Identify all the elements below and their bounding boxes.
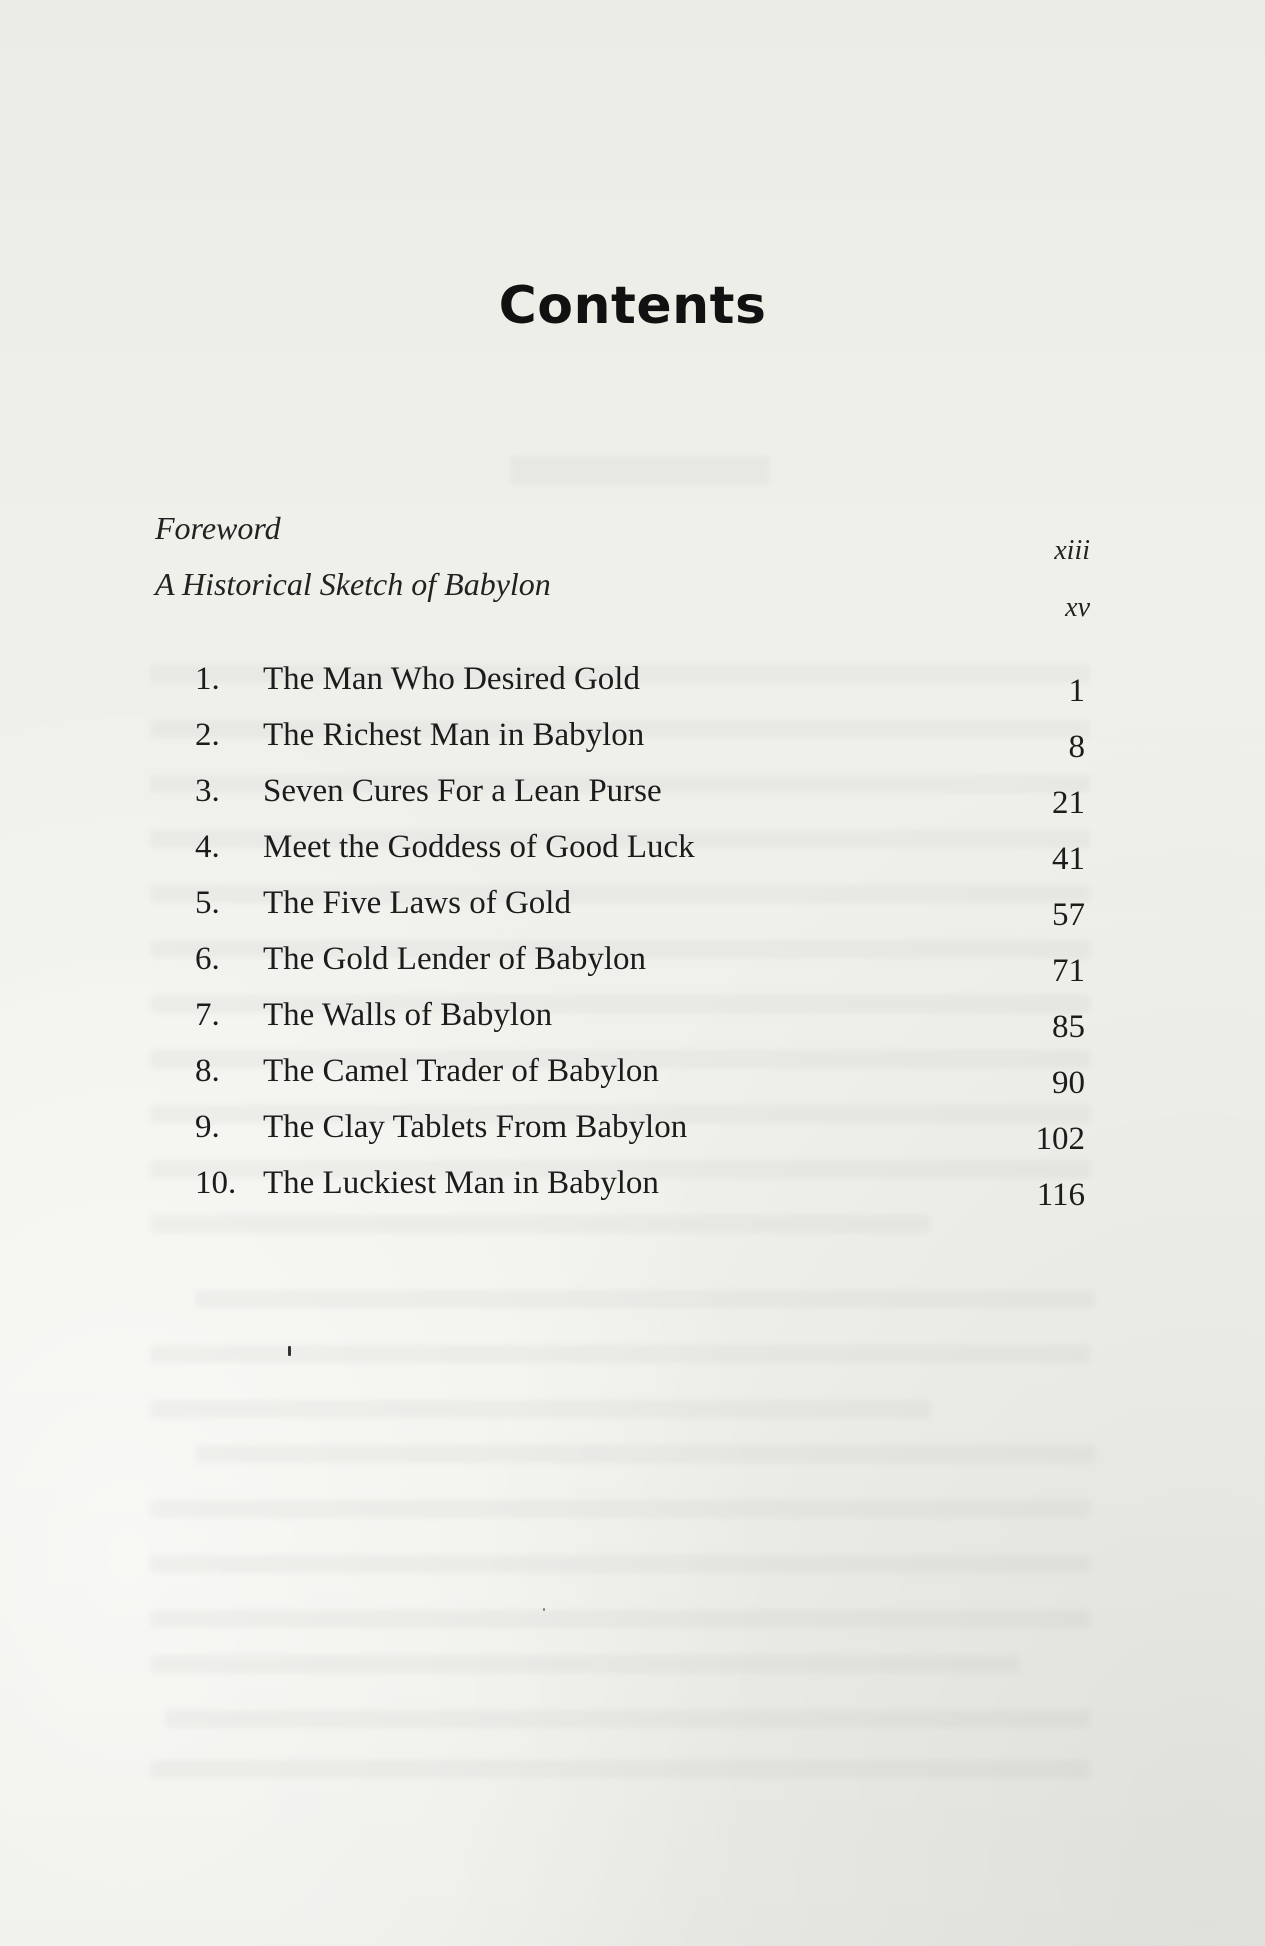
- chapter-page: 102: [1035, 1121, 1085, 1157]
- chapter-number: 9.: [195, 1109, 220, 1145]
- chapter-page: 41: [1052, 841, 1085, 877]
- chapter-title: The Camel Trader of Babylon: [263, 1053, 659, 1089]
- toc-entry-historical-sketch-page: xv: [1065, 592, 1090, 623]
- toc-entry-historical-sketch-label: A Historical Sketch of Babylon: [155, 566, 551, 602]
- chapter-entry: [195, 885, 1095, 941]
- chapter-page: 1: [1068, 673, 1085, 709]
- chapter-entry: [195, 941, 1095, 997]
- chapter-title: The Luckiest Man in Babylon: [263, 1165, 659, 1201]
- chapter-title: The Walls of Babylon: [263, 997, 553, 1033]
- chapter-title: The Clay Tablets From Babylon: [263, 1109, 688, 1145]
- chapter-number: 4.: [195, 829, 220, 865]
- chapter-title: Meet the Goddess of Good Luck: [263, 829, 695, 865]
- chapter-entry: [195, 661, 1095, 717]
- dust-speck: [543, 1608, 545, 1611]
- toc-entry-foreword-label: Foreword: [155, 510, 281, 546]
- chapter-page: 71: [1052, 953, 1085, 989]
- chapter-page: 85: [1052, 1009, 1085, 1045]
- chapter-number: 7.: [195, 997, 220, 1033]
- chapter-title: The Man Who Desired Gold: [263, 661, 640, 697]
- chapter-page: 90: [1052, 1065, 1085, 1101]
- dust-speck: [288, 1346, 291, 1356]
- chapter-title: The Gold Lender of Babylon: [263, 941, 647, 977]
- chapter-page: 21: [1052, 785, 1085, 821]
- chapter-page: 8: [1068, 729, 1085, 765]
- chapter-entry: [195, 1109, 1095, 1165]
- chapter-number: 5.: [195, 885, 220, 921]
- chapter-entry: [195, 1165, 1095, 1221]
- chapter-entry: [195, 1053, 1095, 1109]
- chapter-title: The Richest Man in Babylon: [263, 717, 645, 753]
- chapter-entry: [195, 717, 1095, 773]
- chapter-number: 2.: [195, 717, 220, 753]
- page-title: Contents: [498, 276, 767, 336]
- chapter-entry: [195, 997, 1095, 1053]
- chapter-entry: [195, 829, 1095, 885]
- chapter-number: 8.: [195, 1053, 220, 1089]
- chapter-page: 57: [1052, 897, 1085, 933]
- toc-entry-foreword-page: xiii: [1054, 535, 1090, 566]
- chapter-number: 10.: [195, 1165, 237, 1201]
- chapter-page: 116: [1036, 1177, 1085, 1213]
- chapter-title: The Five Laws of Gold: [263, 885, 571, 921]
- chapter-number: 1.: [195, 661, 220, 697]
- chapter-entry: [195, 773, 1095, 829]
- chapter-number: 3.: [195, 773, 220, 809]
- chapter-number: 6.: [195, 941, 220, 977]
- chapter-title: Seven Cures For a Lean Purse: [263, 773, 662, 809]
